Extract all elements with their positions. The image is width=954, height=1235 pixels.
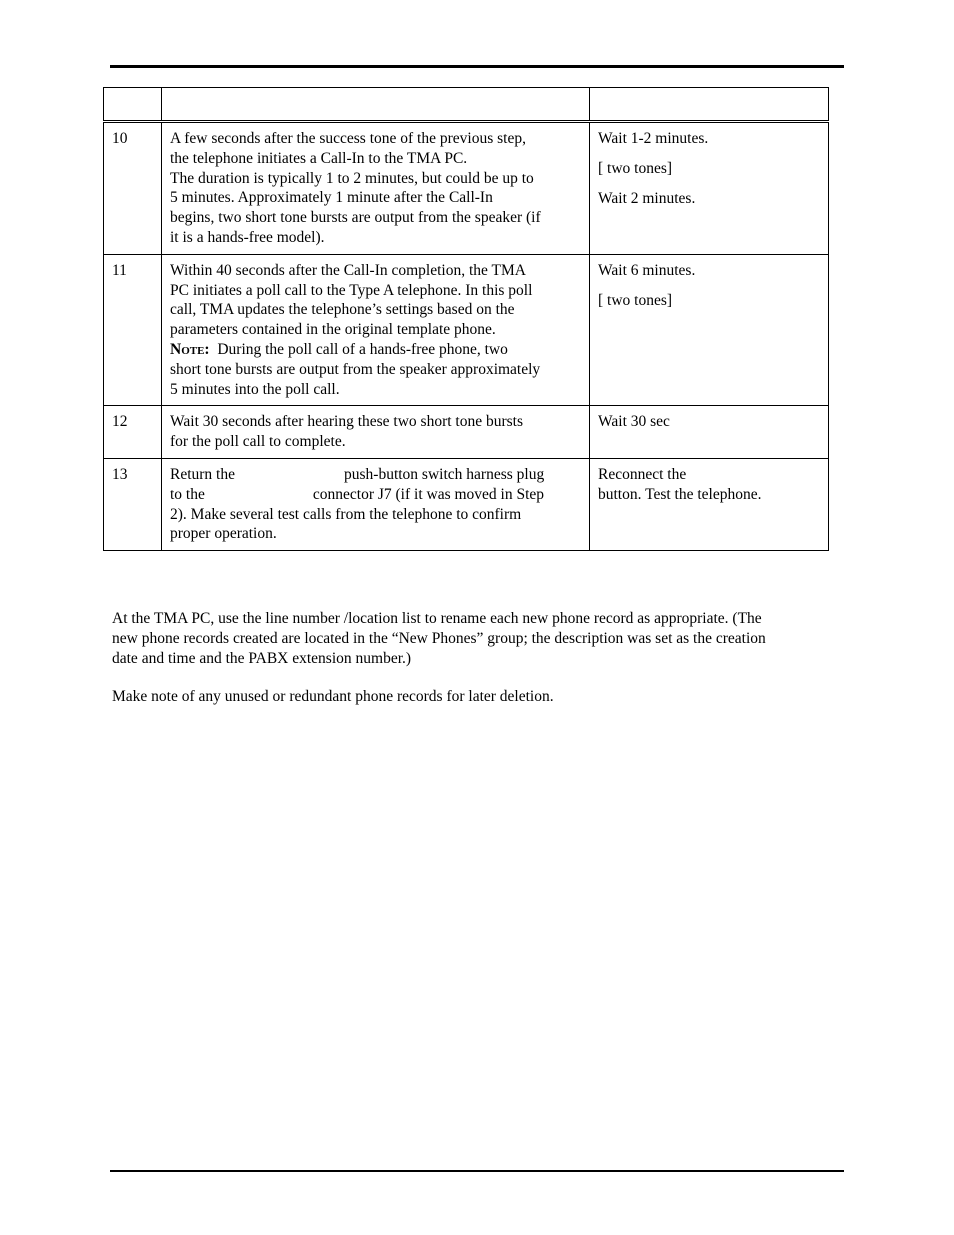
table-row [104,406,829,459]
header-cell-action [162,88,590,122]
table-header-row [104,88,829,122]
action-line: short tone bursts are output from the speaker approximately [170,360,541,378]
footer-rule [110,1170,844,1172]
action-line: call, TMA updates the telephone’s settings based on the [170,301,515,319]
paragraph-line: At the TMA PC, use the line number /location list to rename each new phone record as appropriate. (The [112,610,762,627]
step-number: 12 [104,406,162,459]
step-result [590,406,829,459]
action-line [170,485,581,505]
table-row [104,122,829,255]
result-line: Wait 2 minutes. [598,189,696,207]
step-result [590,254,829,406]
action-line: A few seconds after the success tone of the previous step, [170,130,526,147]
step-number: 10 [104,122,162,255]
header-cell-result [590,88,829,122]
step-action [162,122,590,255]
action-line: Within 40 seconds after the Call-In completion, the TMA [170,261,526,279]
note-text: During the poll call of a hands-free phone, two [209,340,508,358]
action-line: The duration is typically 1 to 2 minutes, but could be up to [170,169,534,187]
result-line: Reconnect the [598,465,687,483]
action-line: parameters contained in the original template phone. [170,321,496,339]
paragraph-line: Make note of any unused or redundant phone records for later deletion. [112,688,554,705]
step-action [162,458,590,550]
step-number: 13 [104,458,162,550]
step-action [162,254,590,406]
rename-paragraph [112,609,842,669]
action-line: Wait 30 seconds after hearing these two short tone bursts [170,413,524,431]
action-text: push-button switch harness plug [344,465,545,483]
result-line: Wait 6 minutes. [598,261,696,279]
action-line: proper operation. [170,525,277,543]
result-line: button. Test the telephone. [598,485,762,503]
procedure-table [103,87,829,551]
header-rule [110,65,844,68]
action-line: it is a hands-free model). [170,228,325,246]
action-text: Return the [170,465,235,483]
action-line: 2). Make several test calls from the telephone to confirm [170,505,522,523]
result-line: [ two tones] [598,159,673,177]
action-text: to the [170,485,205,503]
step-result [590,458,829,550]
paragraph-line: date and time and the PABX extension number.) [112,650,412,667]
table-row [104,458,829,550]
step-action [162,406,590,459]
table-row [104,254,829,406]
action-line: for the poll call to complete. [170,433,346,451]
action-line: 5 minutes. Approximately 1 minute after the Call-In [170,189,493,207]
result-line: Wait 30 sec [598,413,670,431]
action-text: connector J7 (if it was moved in Step [312,485,545,503]
action-line: 5 minutes into the poll call. [170,380,340,398]
result-line: [ two tones] [598,291,673,309]
cleanup-paragraph [112,687,842,707]
action-line [170,465,581,485]
paragraph-line: new phone records created are located in the “New Phones” group; the description was set as the creation [112,630,766,647]
action-line: begins, two short tone bursts are output from the speaker (if [170,209,541,227]
note-line [170,340,581,360]
action-line: the telephone initiates a Call-In to the TMA PC. [170,149,468,167]
step-result [590,122,829,255]
action-line: PC initiates a poll call to the Type A telephone. In this poll [170,281,533,299]
step-number: 11 [104,254,162,406]
header-cell-step [104,88,162,122]
result-line: Wait 1-2 minutes. [598,130,709,147]
note-label: Note: [170,340,210,358]
